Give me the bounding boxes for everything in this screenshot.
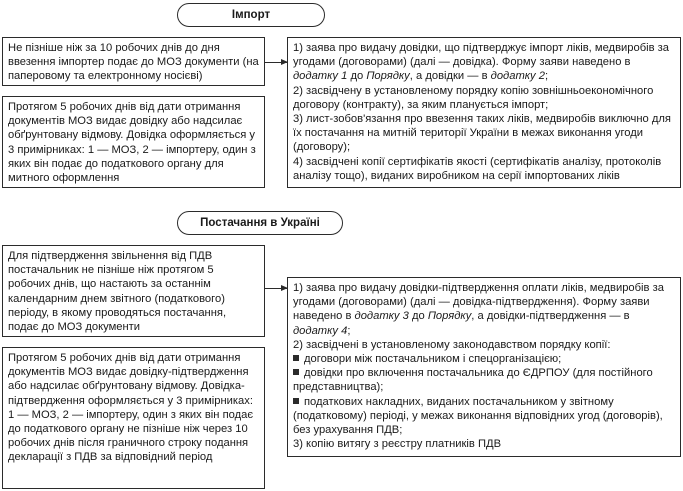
supply-section-title: [177, 211, 343, 235]
supply-doc-item-3: 3) копію витягу з реєстру платників ПДВ: [293, 438, 502, 451]
import-arrow: [265, 62, 287, 63]
supply-left-top-box: [2, 245, 265, 337]
supply-doc-bullet-1: договори між постачальником і спецорганізацією;: [293, 352, 675, 366]
supply-doc-bullet-3: податкових накладних, виданих постачальником у звітному (податковому) періоді, у межах виконання відповідних угод (договорів), без урахування ПДВ;: [293, 395, 663, 437]
supply-left-bottom-text: Протягом 5 робочих днів від дати отримання документів МОЗ видає довідку-підтвердження або надсилає обґрунтовану відмову. Довідка-підтвердження оформляється у 3 примірниках: 1 — МОЗ, 2 — імпортеру, один з яких він подає до податкового органу не пізніше ніж через 10 робочих днів після граничного строку подання декларації з ПДВ за відповідний період: [8, 352, 254, 464]
import-doc-item-4: 4) засвідчені копії сертифікатів якості (сертифікатів аналізу, протоколів аналізу тощо), виданих виробником на серії імпортованих ліків: [293, 155, 662, 182]
import-left-top-text: Не пізніше ніж за 10 робочих днів до дня ввезення імпортер подає до МОЗ документи (на паперовому та електронному носієві): [8, 42, 259, 83]
supply-arrow: [265, 288, 287, 289]
supply-doc-bullet-2: довідки про включення постачальника до ЄДРПОУ (для постійного представництва);: [293, 367, 653, 394]
square-bullet-icon: [293, 369, 299, 375]
supply-documents-box: [287, 277, 681, 457]
import-title-text: Імпорт: [231, 9, 271, 21]
import-doc-item-2: 2) засвідчену в установленому порядку копію зовнішньоекономічного договору (контракту), за яким планується імпорт;: [293, 84, 654, 111]
supply-left-bottom-box: [2, 347, 265, 489]
supply-title-text: Постачання в Україні: [200, 217, 320, 229]
import-left-bottom-box: [2, 96, 265, 188]
import-section-title: [177, 3, 325, 27]
import-left-top-box: [2, 37, 265, 86]
import-doc-item-3: 3) лист-зобов'язання про ввезення таких ліків, медвиробів виключно для їх постачання на митній території України в межах виконання угоди (договору);: [293, 113, 671, 154]
square-bullet-icon: [293, 355, 299, 361]
supply-left-top-text: Для підтвердження звільнення від ПДВ постачальник не пізніше ніж протягом 5 робочих днів, що настають за останнім календарним днем звітного (податкового) періоду, в якому проводяться постачання, подає до МОЗ документи: [8, 250, 227, 334]
square-bullet-icon: [293, 398, 299, 404]
supply-doc-item-2: 2) засвідчені в установленому законодавством порядку копії:: [293, 338, 611, 351]
import-doc-item-1: 1) заява про видачу довідки, що підтверджує імпорт ліків, медвиробів за угодами (договорами) (далі — довідка). Форму заяви наведено в додатку 1 до Порядку, а довідки — в додатку 2;: [293, 42, 670, 83]
import-documents-box: [287, 37, 681, 188]
supply-doc-item-1: 1) заява про видачу довідки-підтвердження оплати ліків, медвиробів за угодами (договорами) (далі — довідка-підтвердження). Форму заяви наведено в додатку 3 до Порядку, а довідки-підтвердження — в додатку 4;: [293, 282, 664, 337]
import-left-bottom-text: Протягом 5 робочих днів від дати отримання документів МОЗ видає довідку або надсилає обґрунтовану відмову. Довідка оформляється у 3 примірниках: 1 — МОЗ, 2 — імпортеру, один з яких він подає до податкового органу для митного оформлення: [8, 101, 256, 185]
